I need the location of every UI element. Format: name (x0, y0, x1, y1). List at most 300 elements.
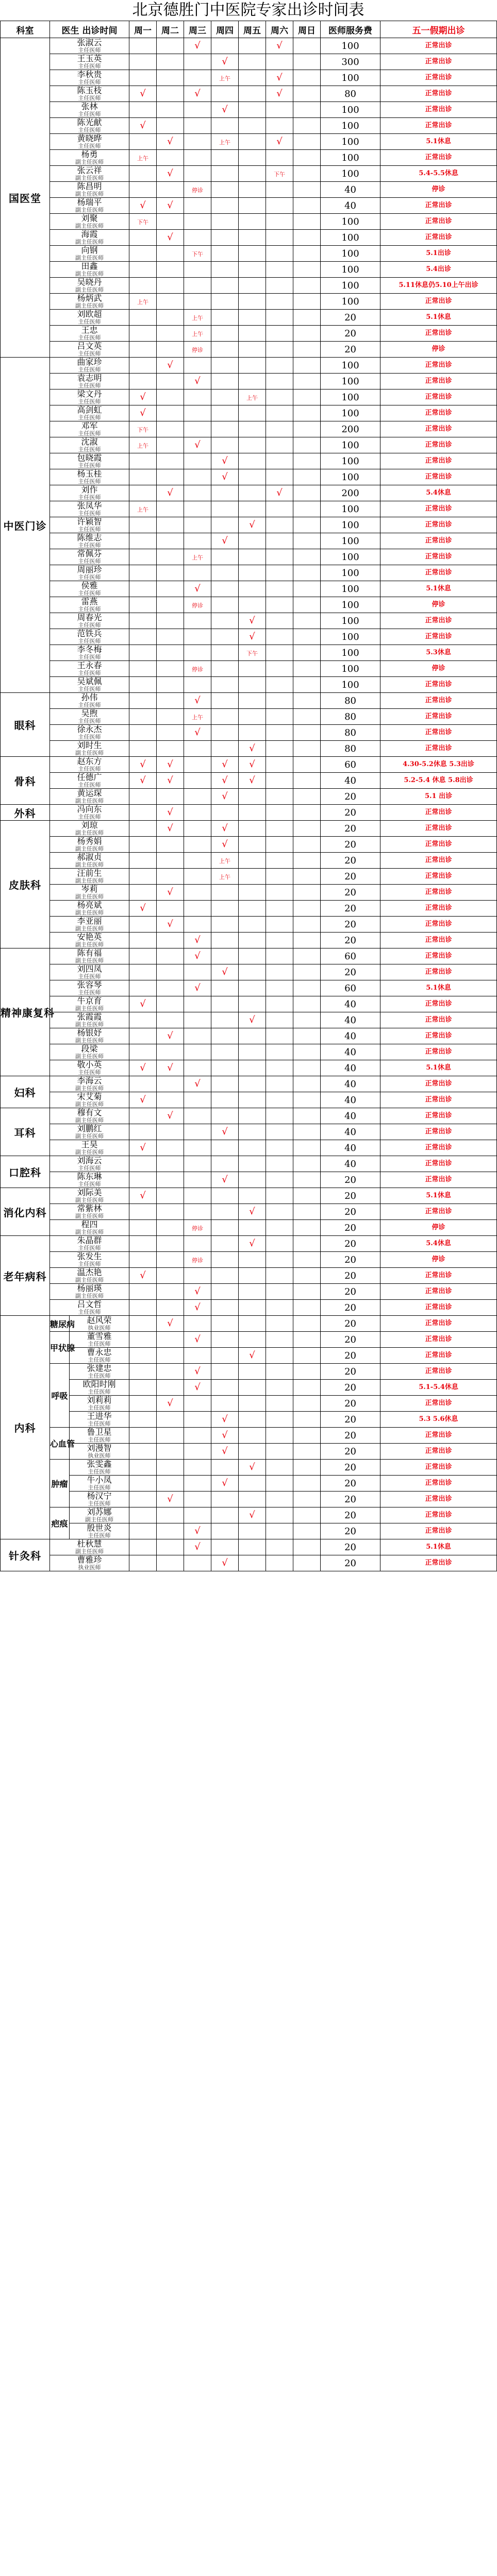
doctor-name: 高剑虹 (77, 405, 102, 415)
day-cell (157, 693, 184, 709)
day-cell (293, 1492, 321, 1507)
doctor-title: 主任医师 (78, 142, 101, 149)
doctor-cell (50, 693, 129, 709)
table-row (1, 1396, 497, 1412)
day-cell (211, 1236, 239, 1252)
fee-cell: 20 (321, 310, 380, 326)
fee-cell: 20 (321, 1412, 380, 1428)
holiday-note: 5.3 5.6休息 (380, 1412, 497, 1428)
doctor-title: 主任医师 (88, 1356, 111, 1363)
session-note: 上午 (219, 75, 231, 82)
day-cell (184, 1284, 211, 1300)
day-cell (129, 725, 157, 741)
day-cell (157, 1476, 184, 1492)
check-mark: √ (167, 232, 173, 243)
table-row (1, 1268, 497, 1284)
day-cell (129, 933, 157, 948)
table-row (1, 326, 497, 342)
day-cell (239, 1380, 266, 1396)
day-cell (157, 1220, 184, 1236)
day-cell (129, 1412, 157, 1428)
fee-cell: 100 (321, 374, 380, 389)
day-cell (184, 1268, 211, 1284)
holiday-note: 正常出诊 (380, 1108, 497, 1124)
doctor-name: 李海云 (77, 1076, 102, 1086)
doctor-title: 主任医师 (78, 813, 101, 820)
day-cell (157, 917, 184, 933)
holiday-note: 正常出诊 (380, 421, 497, 437)
day-cell (239, 677, 266, 693)
day-cell (157, 1428, 184, 1444)
holiday-note: 5.1休息 (380, 310, 497, 326)
subdept-cell: 疤痕 (50, 1507, 70, 1539)
day-cell (266, 773, 293, 789)
doctor-cell (50, 246, 129, 262)
fee-cell: 20 (321, 853, 380, 869)
doctor-cell (50, 294, 129, 310)
doctor-cell (50, 533, 129, 549)
day-cell (129, 342, 157, 358)
day-cell (157, 789, 184, 805)
doctor-title: 副主任医师 (75, 270, 104, 277)
day-cell (211, 1507, 239, 1523)
fee-cell: 100 (321, 166, 380, 182)
fee-cell: 100 (321, 150, 380, 166)
session-note: 停诊 (192, 347, 204, 353)
table-row (1, 1092, 497, 1108)
doctor-title: 副主任医师 (75, 829, 104, 836)
fee-cell: 20 (321, 1444, 380, 1460)
day-cell (293, 326, 321, 342)
fee-cell: 20 (321, 1252, 380, 1268)
day-cell (184, 1460, 211, 1476)
fee-cell: 40 (321, 1140, 380, 1156)
day-cell (239, 837, 266, 853)
day-cell (266, 1364, 293, 1380)
day-cell (293, 693, 321, 709)
day-cell (266, 421, 293, 437)
doctor-name: 陈维志 (77, 533, 102, 543)
check-mark: √ (249, 759, 255, 770)
table-row (1, 310, 497, 326)
day-cell (157, 1348, 184, 1364)
doctor-cell (50, 741, 129, 757)
day-cell (266, 1044, 293, 1060)
day-cell (129, 358, 157, 374)
day-cell (293, 405, 321, 421)
day-cell (129, 1124, 157, 1140)
day-cell (157, 134, 184, 150)
day-cell (157, 996, 184, 1012)
holiday-note: 正常出诊 (380, 1460, 497, 1476)
doctor-cell (50, 853, 129, 869)
day-cell (129, 1492, 157, 1507)
day-cell (129, 805, 157, 821)
doctor-title: 主任医师 (78, 414, 101, 421)
doctor-name: 杨银妤 (77, 1028, 102, 1038)
day-cell (293, 549, 321, 565)
doctor-name: 张发生 (77, 1251, 102, 1262)
doctor-cell (50, 230, 129, 246)
day-cell (293, 725, 321, 741)
day-cell (293, 1076, 321, 1092)
day-cell (129, 661, 157, 677)
table-row (1, 374, 497, 389)
holiday-note: 正常出诊 (380, 326, 497, 342)
check-mark: √ (249, 615, 255, 626)
day-cell (266, 405, 293, 421)
check-mark: √ (194, 1286, 201, 1297)
subdept-cell: 糖尿病 (50, 1316, 70, 1332)
doctor-title: 主任医师 (78, 398, 101, 405)
doctor-name: 刘莉莉 (87, 1395, 112, 1405)
doctor-name: 敬小英 (77, 1060, 102, 1070)
day-cell (293, 964, 321, 980)
day-cell (129, 469, 157, 485)
table-row (1, 1316, 497, 1332)
day-cell (184, 597, 211, 613)
check-mark: √ (249, 1238, 255, 1249)
fee-cell: 40 (321, 1156, 380, 1172)
day-cell (129, 549, 157, 565)
holiday-note: 正常出诊 (380, 38, 497, 54)
day-cell (129, 198, 157, 214)
holiday-note: 5.4-5.5休息 (380, 166, 497, 182)
day-cell (184, 1044, 211, 1060)
day-cell (266, 549, 293, 565)
day-cell (293, 1412, 321, 1428)
doctor-title: 主任医师 (78, 1164, 101, 1172)
day-cell (293, 358, 321, 374)
day-cell (211, 613, 239, 629)
holiday-note: 正常出诊 (380, 198, 497, 214)
day-cell (293, 1124, 321, 1140)
day-cell (266, 996, 293, 1012)
check-mark: √ (249, 1350, 255, 1361)
table-row (1, 1188, 497, 1204)
fee-cell: 100 (321, 645, 380, 661)
doctor-cell (50, 1204, 129, 1220)
day-cell (129, 437, 157, 453)
table-row (1, 342, 497, 358)
doctor-cell (50, 901, 129, 917)
day-cell (184, 1012, 211, 1028)
dept-cell: 内科 (1, 1316, 50, 1539)
day-cell (239, 629, 266, 645)
check-mark: √ (222, 839, 228, 850)
day-cell (293, 1108, 321, 1124)
table-row (1, 789, 497, 805)
doctor-title: 副主任医师 (75, 1276, 104, 1283)
doctor-title: 主任医师 (78, 1260, 101, 1267)
doctor-name: 杨亮斌 (77, 900, 102, 910)
fee-cell: 20 (321, 326, 380, 342)
doctor-name: 董雪雅 (87, 1331, 112, 1342)
doctor-cell (50, 837, 129, 853)
day-cell (239, 326, 266, 342)
holiday-note: 5.1 出诊 (380, 789, 497, 805)
holiday-note: 正常出诊 (380, 629, 497, 645)
day-cell (157, 54, 184, 70)
day-cell (239, 948, 266, 964)
day-cell (211, 1300, 239, 1316)
day-cell (157, 1172, 184, 1188)
day-cell (239, 709, 266, 725)
holiday-note: 正常出诊 (380, 1444, 497, 1460)
table-row (1, 1124, 497, 1140)
doctor-name: 曹永忠 (87, 1347, 112, 1358)
fee-cell: 100 (321, 294, 380, 310)
day-cell (129, 1348, 157, 1364)
day-cell (239, 1348, 266, 1364)
day-cell (184, 310, 211, 326)
check-mark: √ (167, 1398, 173, 1409)
day-cell (266, 1156, 293, 1172)
table-row (1, 214, 497, 230)
day-cell (266, 278, 293, 294)
doctor-name: 李冬梅 (77, 645, 102, 655)
table-row (1, 645, 497, 661)
day-cell (293, 278, 321, 294)
doctor-title: 主任医师 (78, 366, 101, 373)
fee-cell: 20 (321, 1204, 380, 1220)
holiday-note: 正常出诊 (380, 948, 497, 964)
doctor-title: 主任医师 (78, 62, 101, 70)
table-row (1, 741, 497, 757)
check-mark: √ (167, 168, 173, 179)
dept-cell: 妇科 (1, 1076, 50, 1108)
day-cell (266, 358, 293, 374)
doctor-name: 许颖智 (77, 517, 102, 527)
doctor-name: 刘琼 (81, 820, 98, 831)
day-cell (211, 533, 239, 549)
fee-cell: 200 (321, 421, 380, 437)
holiday-note: 正常出诊 (380, 1523, 497, 1539)
day-cell (129, 1252, 157, 1268)
doctor-cell (50, 805, 129, 821)
day-cell (239, 405, 266, 421)
check-mark: √ (167, 775, 173, 786)
doctor-cell (50, 996, 129, 1012)
day-cell (157, 1364, 184, 1380)
doctor-name: 李亚丽 (77, 916, 102, 926)
day-cell (211, 996, 239, 1012)
day-cell (211, 437, 239, 453)
day-cell (239, 1108, 266, 1124)
day-cell (266, 198, 293, 214)
day-cell (239, 1012, 266, 1028)
day-cell (266, 342, 293, 358)
fee-cell: 20 (321, 1364, 380, 1380)
doctor-cell (50, 70, 129, 86)
day-cell (211, 629, 239, 645)
table-row (1, 1332, 497, 1348)
doctor-cell (50, 1012, 129, 1028)
day-cell (157, 374, 184, 389)
day-cell (211, 1076, 239, 1092)
day-cell (184, 1076, 211, 1092)
check-mark: √ (276, 136, 283, 147)
doctor-title: 副主任医师 (75, 1548, 104, 1555)
day-cell (184, 453, 211, 469)
day-cell (239, 1156, 266, 1172)
day-cell (129, 1044, 157, 1060)
fee-cell: 40 (321, 1012, 380, 1028)
fee-cell: 20 (321, 1507, 380, 1523)
table-row (1, 1507, 497, 1523)
holiday-note: 停诊 (380, 342, 497, 358)
day-cell (266, 1092, 293, 1108)
day-cell (239, 805, 266, 821)
table-row (1, 597, 497, 613)
holiday-note: 正常出诊 (380, 533, 497, 549)
check-mark: √ (194, 40, 201, 51)
day-cell (129, 1076, 157, 1092)
day-cell (211, 1204, 239, 1220)
check-mark: √ (222, 1446, 228, 1456)
doctor-title: 执业医师 (88, 1452, 111, 1459)
fee-cell: 20 (321, 917, 380, 933)
table-row (1, 1364, 497, 1380)
check-mark: √ (222, 1174, 228, 1185)
day-cell (239, 1476, 266, 1492)
day-cell (239, 597, 266, 613)
day-cell (266, 805, 293, 821)
doctor-title: 主任医师 (78, 685, 101, 692)
holiday-note: 正常出诊 (380, 1028, 497, 1044)
doctor-cell (50, 773, 129, 789)
day-cell (266, 693, 293, 709)
day-cell (184, 869, 211, 885)
holiday-note: 正常出诊 (380, 613, 497, 629)
day-cell (211, 1523, 239, 1539)
doctor-cell (50, 549, 129, 565)
day-cell (157, 102, 184, 118)
day-cell (266, 948, 293, 964)
fee-cell: 20 (321, 1492, 380, 1507)
doctor-name: 曹雅珍 (77, 1555, 102, 1565)
doctor-name: 汪前生 (77, 868, 102, 878)
day-cell (157, 310, 184, 326)
fee-cell: 100 (321, 501, 380, 517)
doctor-title: 主任医师 (78, 110, 101, 117)
day-cell (239, 980, 266, 996)
holiday-note: 正常出诊 (380, 405, 497, 421)
day-cell (211, 597, 239, 613)
day-cell (184, 1300, 211, 1316)
day-cell (184, 38, 211, 54)
doctor-cell (50, 1284, 129, 1300)
check-mark: √ (167, 807, 173, 818)
day-cell (129, 214, 157, 230)
table-row (1, 485, 497, 501)
day-cell (184, 1316, 211, 1332)
day-cell (293, 821, 321, 837)
day-cell (293, 214, 321, 230)
day-cell (184, 1396, 211, 1412)
doctor-title: 主任医师 (88, 1532, 111, 1539)
day-cell (293, 565, 321, 581)
doctor-name: 海霞 (81, 229, 98, 240)
doctor-cell (50, 38, 129, 54)
table-row (1, 613, 497, 629)
day-cell (211, 294, 239, 310)
day-cell (211, 917, 239, 933)
day-cell (293, 901, 321, 917)
session-note: 停诊 (192, 602, 204, 609)
day-cell (211, 54, 239, 70)
session-note: 下午 (192, 251, 204, 258)
day-cell (157, 1316, 184, 1332)
day-cell (266, 933, 293, 948)
check-mark: √ (167, 759, 173, 770)
table-row (1, 980, 497, 996)
doctor-title: 主任医师 (88, 1484, 111, 1491)
doctor-name: 王永春 (77, 660, 102, 671)
day-cell (239, 1188, 266, 1204)
day-cell (266, 1460, 293, 1476)
day-cell (239, 1492, 266, 1507)
day-cell (157, 501, 184, 517)
day-cell (293, 709, 321, 725)
doctor-name: 陈玉枝 (77, 86, 102, 96)
day-cell (211, 38, 239, 54)
day-cell (129, 645, 157, 661)
day-cell (184, 1380, 211, 1396)
doctor-title: 副主任医师 (75, 861, 104, 868)
day-cell (184, 629, 211, 645)
doctor-cell (50, 757, 129, 773)
day-cell (266, 310, 293, 326)
doctor-name: 杨勇 (81, 149, 98, 160)
day-cell (157, 1044, 184, 1060)
doctor-title: 副主任医师 (75, 1132, 104, 1140)
day-cell (239, 182, 266, 198)
day-cell (239, 549, 266, 565)
day-cell (211, 102, 239, 118)
day-cell (129, 54, 157, 70)
holiday-note: 正常出诊 (380, 1492, 497, 1507)
holiday-note: 正常出诊 (380, 517, 497, 533)
day-cell (211, 1492, 239, 1507)
doctor-name: 李秋贵 (77, 70, 102, 80)
day-cell (211, 1044, 239, 1060)
day-cell (211, 869, 239, 885)
day-cell (211, 134, 239, 150)
doctor-cell (50, 54, 129, 70)
doctor-name: 刘欧超 (77, 309, 102, 319)
day-cell (266, 1220, 293, 1236)
day-cell (157, 773, 184, 789)
doctor-cell (50, 198, 129, 214)
day-cell (239, 565, 266, 581)
doctor-name: 刘作 (81, 485, 98, 495)
day-cell (266, 1236, 293, 1252)
table-row (1, 1476, 497, 1492)
day-cell (293, 1539, 321, 1555)
day-cell (211, 901, 239, 917)
doctor-title: 主任医师 (78, 717, 101, 724)
dept-cell: 眼科 (1, 693, 50, 757)
day-cell (266, 1060, 293, 1076)
doctor-name: 周丽珍 (77, 565, 102, 575)
day-cell (239, 246, 266, 262)
day-cell (293, 389, 321, 405)
schedule-table (0, 21, 497, 1571)
doctor-title: 副主任医师 (75, 749, 104, 756)
day-cell (129, 629, 157, 645)
day-cell (293, 645, 321, 661)
